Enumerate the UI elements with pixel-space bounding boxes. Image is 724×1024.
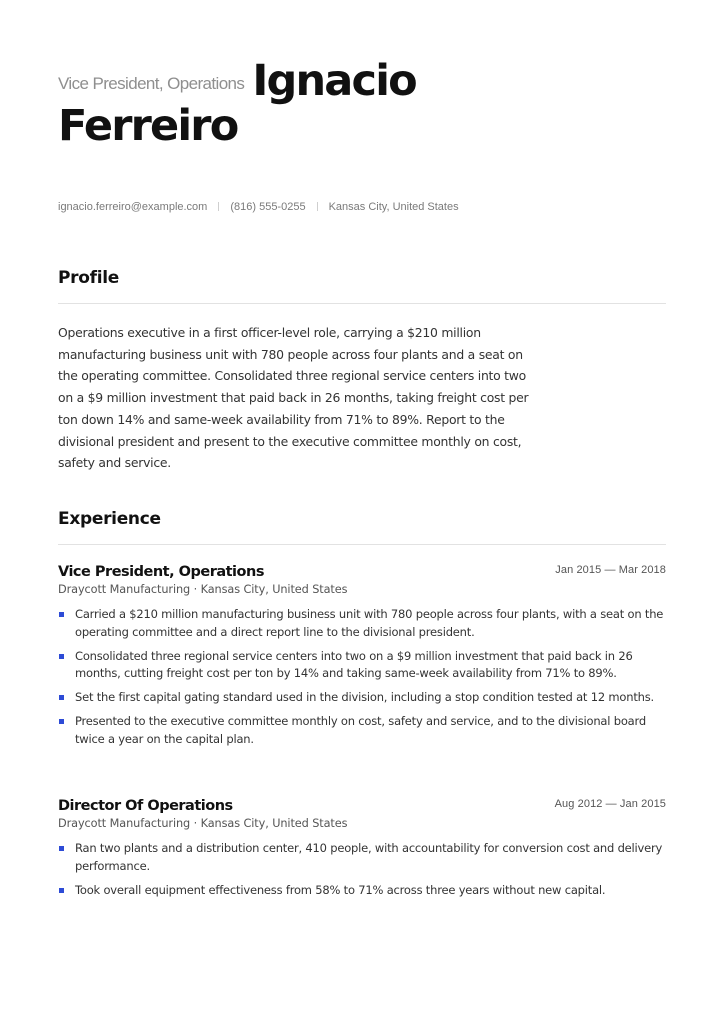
bullet-square-icon xyxy=(59,719,64,724)
bullet-text: Ran two plants and a distribution center, 410 people, with accountability for conversion cost and delivery performance. xyxy=(75,841,663,873)
bullet-item xyxy=(58,606,666,642)
section-divider xyxy=(58,303,666,304)
first-name: Ignacio xyxy=(252,56,416,106)
bullet-item xyxy=(58,882,666,900)
bullet-square-icon xyxy=(59,888,64,893)
job-entry xyxy=(58,561,666,755)
job-organization: Draycott Manufacturing · Kansas City, United States xyxy=(58,583,348,596)
bullet-square-icon xyxy=(59,695,64,700)
job-bullets xyxy=(58,606,666,749)
bullet-item xyxy=(58,840,666,876)
job-title: Vice President, Operations xyxy=(58,564,264,580)
bullet-item xyxy=(58,713,666,749)
bullet-text: Consolidated three regional service centers into two on a $9 million investment that paid back in 26 months, cutting freight cost per ton by 14% and taking same-week availability from 71% to 89%. xyxy=(75,648,633,681)
bullet-item xyxy=(58,689,666,707)
resume-header xyxy=(58,56,678,151)
contact-separator xyxy=(218,202,219,211)
job-header xyxy=(58,561,666,583)
bullet-square-icon xyxy=(59,654,64,659)
contact-line xyxy=(58,201,459,213)
header-job-title: Vice President, Operations xyxy=(58,74,245,93)
section-title-profile: Profile xyxy=(58,268,120,288)
bullet-square-icon xyxy=(59,846,64,851)
section-title-experience: Experience xyxy=(58,509,161,529)
bullet-text: Took overall equipment effectiveness from 58% to 71% across three years without new capital. xyxy=(75,882,606,897)
job-organization: Draycott Manufacturing · Kansas City, United States xyxy=(58,817,348,830)
name-row xyxy=(58,56,678,151)
bullet-text: Set the first capital gating standard used in the division, including a stop condition tested at 12 months. xyxy=(75,690,654,705)
bullet-text: Presented to the executive committee monthly on cost, safety and service, and to the divisional board twice a year on the capital plan. xyxy=(75,713,646,746)
bullet-text: Carried a $210 million manufacturing business unit with 780 people across four plants, with a seat on the operating committee and a direct report line to the divisional president. xyxy=(75,607,664,639)
section-divider xyxy=(58,544,666,545)
last-name: Ferreiro xyxy=(58,101,238,151)
profile-summary: Operations executive in a first officer-level role, carrying a $210 million manufacturing business unit with 780 people across four plants and a seat on the operating committee. Consolidated three regional service centers into two on a $9 million investment that paid back in 26 months, taking freight cost per ton down 14% and same-week availability from 71% to 89%. Report to the divisional president and present to the executive committee monthly on cost, safety and service. xyxy=(58,325,529,471)
contact-location: Kansas City, United States xyxy=(328,201,459,213)
job-dates: Jan 2015 — Mar 2018 xyxy=(555,564,666,576)
bullet-square-icon xyxy=(59,612,64,617)
contact-email[interactable]: ignacio.ferreiro@example.com xyxy=(58,201,208,213)
job-entry xyxy=(58,795,666,905)
job-bullets xyxy=(58,840,666,899)
contact-phone[interactable]: (816) 555-0255 xyxy=(230,201,306,213)
contact-separator xyxy=(317,202,318,211)
job-header xyxy=(58,795,666,817)
job-dates: Aug 2012 — Jan 2015 xyxy=(554,798,666,810)
job-title: Director Of Operations xyxy=(58,798,233,814)
bullet-item xyxy=(58,648,666,684)
